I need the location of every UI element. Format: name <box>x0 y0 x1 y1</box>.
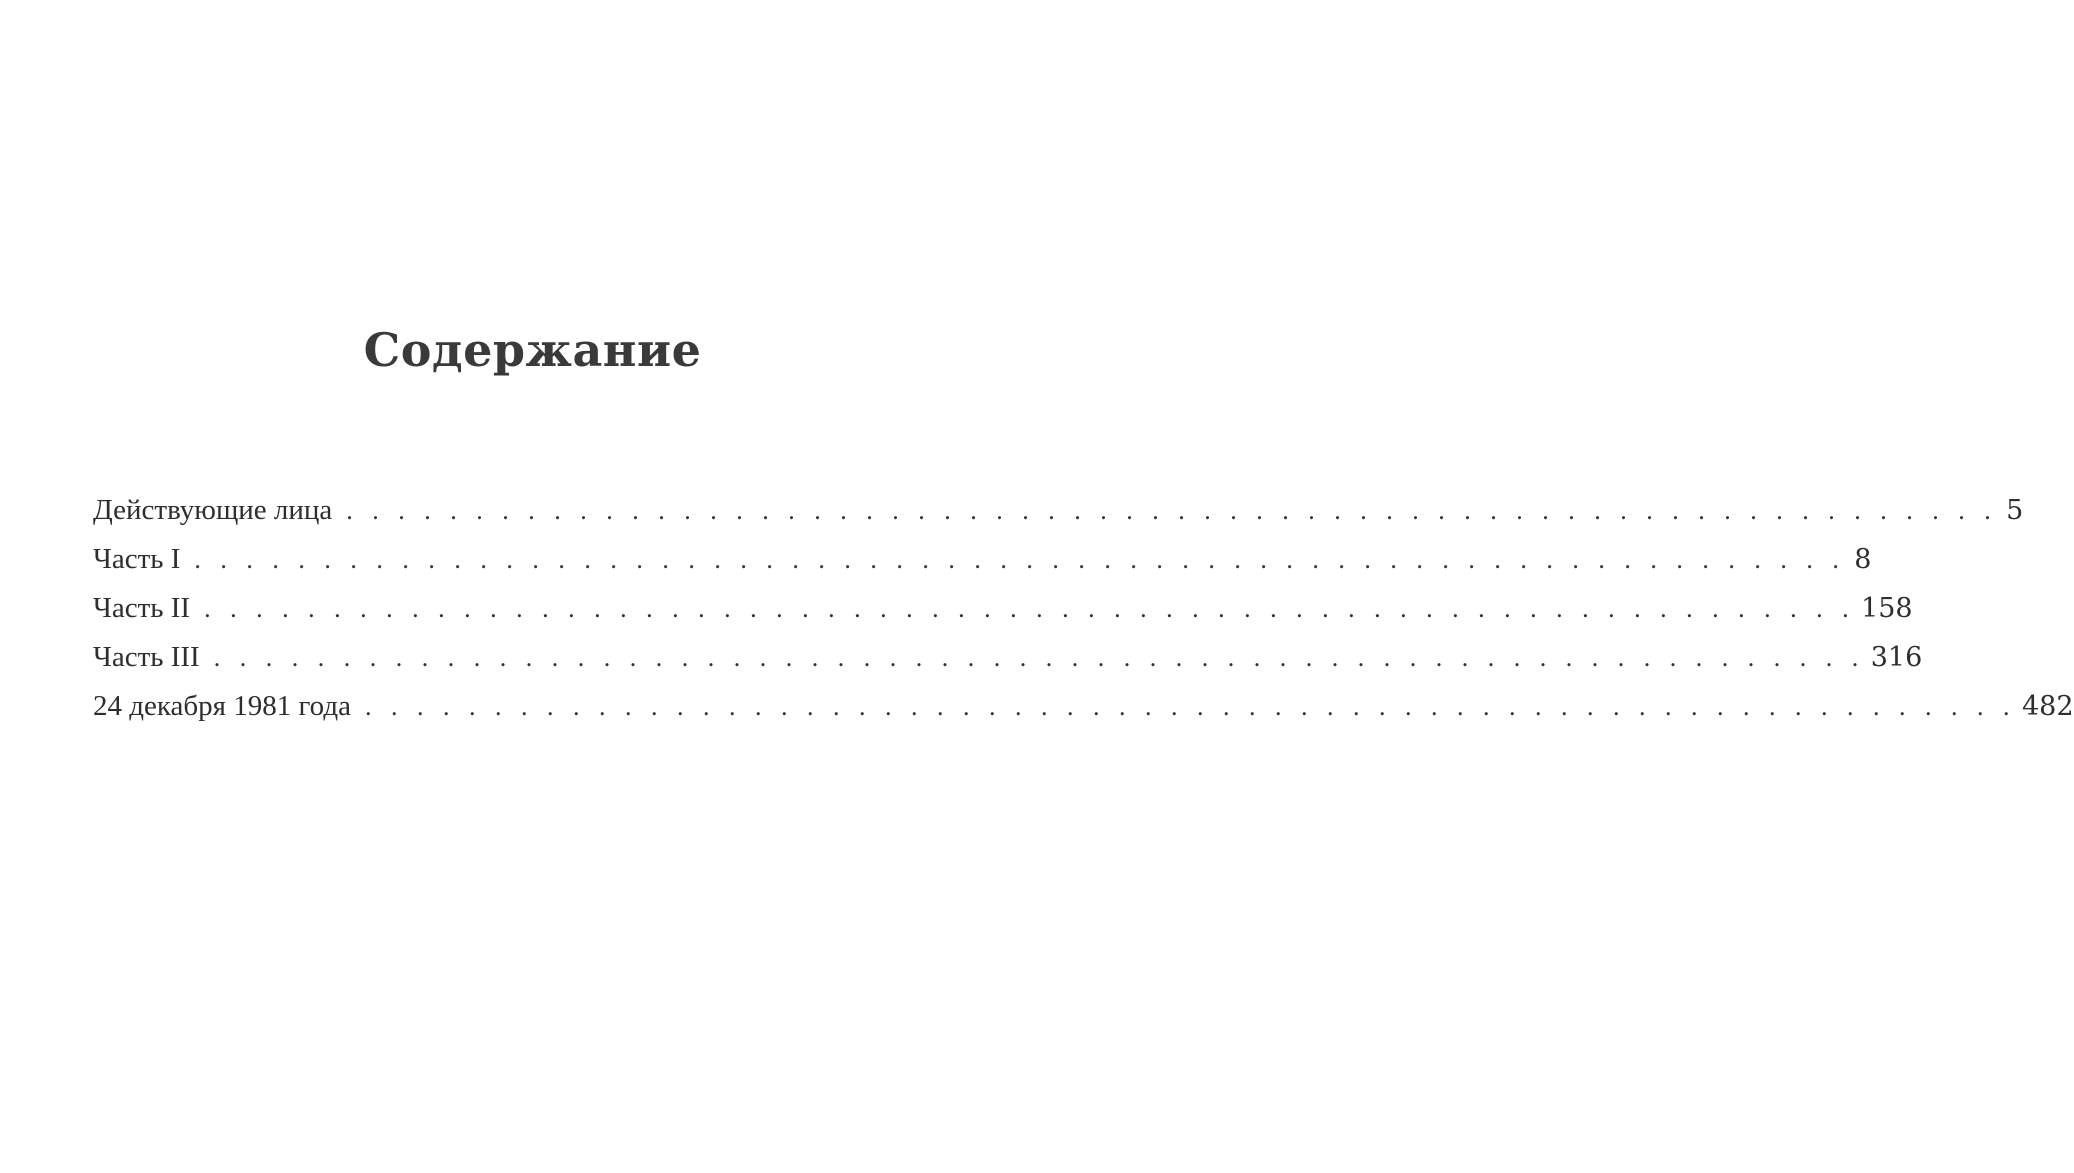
toc-entry-page-number: 158 <box>1861 593 1913 624</box>
toc-entry <box>93 486 2024 535</box>
toc-entry-page-number: 8 <box>1854 544 1872 575</box>
toc-entry-title: 24 декабря 1981 года <box>93 690 351 722</box>
dot-leader: . . . . . . . . . . . . . . . . . . . . . . . . . . . . . . . . . . . . . . . . . . . . . . . . . . . . . . . . . . . . . . . . <box>204 594 1856 623</box>
dot-leader: . . . . . . . . . . . . . . . . . . . . . . . . . . . . . . . . . . . . . . . . . . . . . . . . . . . . . . . . . . . . . . . . <box>346 496 1998 525</box>
page-title: Содержание <box>363 323 702 377</box>
toc-entry-title: Часть II <box>93 592 191 624</box>
toc-entry <box>93 584 1913 633</box>
table-of-contents <box>93 486 2074 731</box>
toc-entry-title: Часть I <box>93 543 181 575</box>
toc-entry-title: Действующие лица <box>93 494 333 526</box>
dot-leader: . . . . . . . . . . . . . . . . . . . . . . . . . . . . . . . . . . . . . . . . . . . . . . . . . . . . . . . . . . . . . . . . <box>364 692 2016 721</box>
toc-entry <box>93 682 2074 731</box>
dot-leader: . . . . . . . . . . . . . . . . . . . . . . . . . . . . . . . . . . . . . . . . . . . . . . . . . . . . . . . . . . . . . . . . <box>194 545 1846 574</box>
toc-entry-title: Часть III <box>93 641 200 673</box>
toc-entry <box>93 535 1872 584</box>
toc-entry <box>93 633 1923 682</box>
toc-entry-page-number: 316 <box>1870 642 1923 673</box>
toc-entry-page-number: 482 <box>2021 691 2074 722</box>
toc-entry-page-number: 5 <box>2006 495 2024 526</box>
dot-leader: . . . . . . . . . . . . . . . . . . . . . . . . . . . . . . . . . . . . . . . . . . . . . . . . . . . . . . . . . . . . . . . . <box>213 643 1865 672</box>
